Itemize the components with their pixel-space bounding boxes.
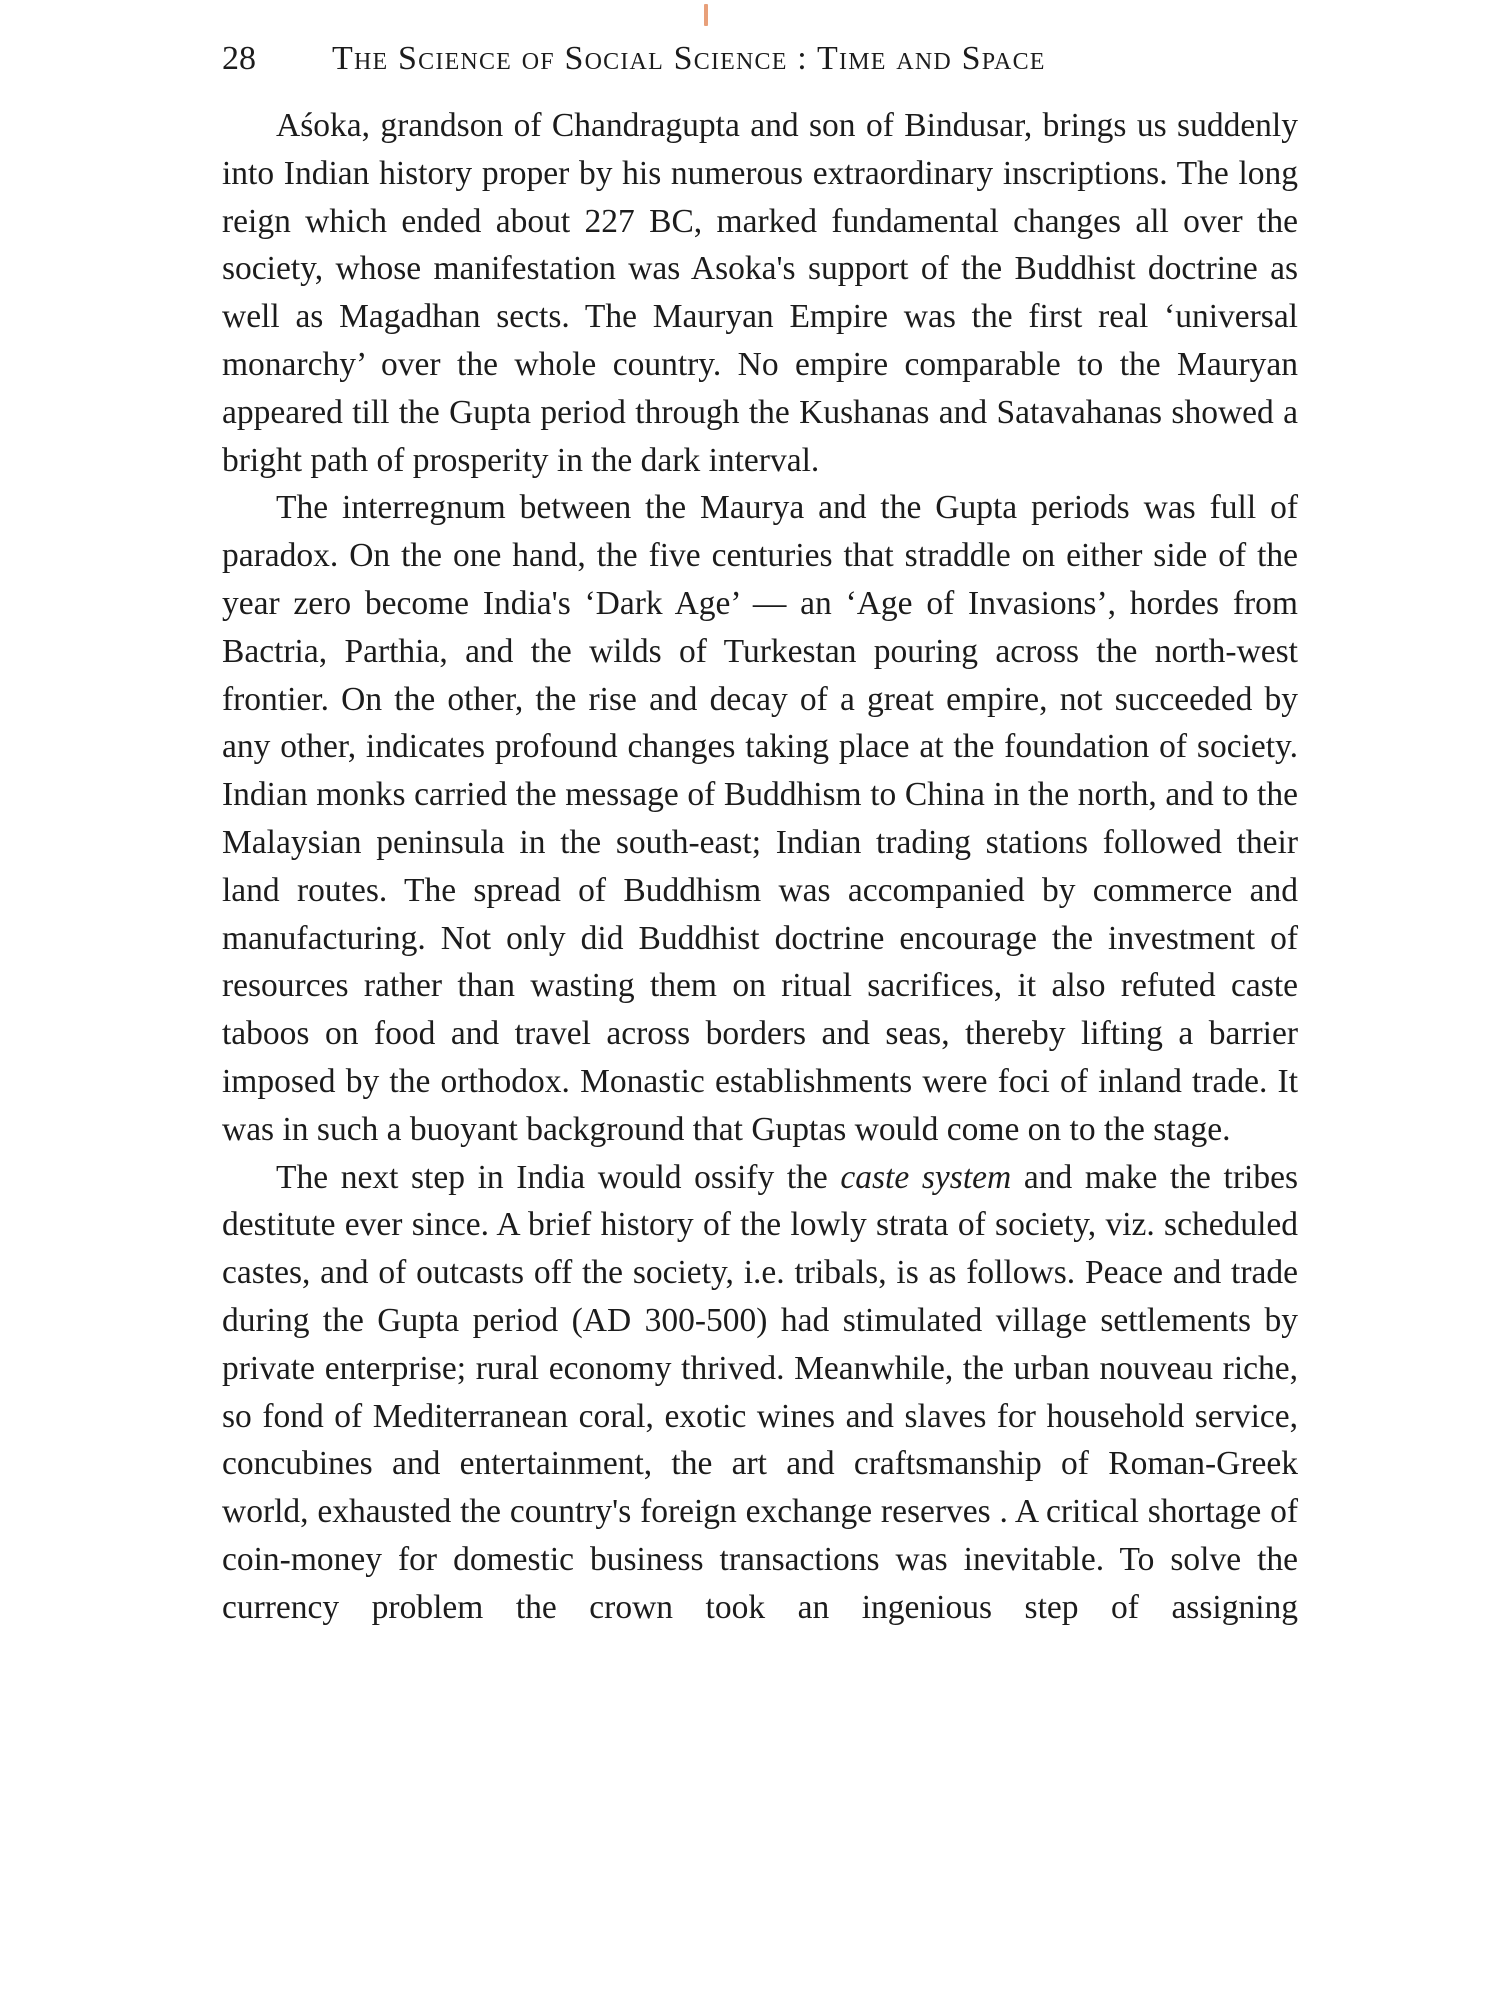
paragraph-1: Aśoka, grandson of Chandragupta and son of Bindusar, brings us suddenly into Indian history proper by his numerous extraordinary inscriptions. The long reign which ended about 227 BC, marked fundamental changes all over the society, whose manifestation was Asoka's support of the Buddhist doctrine as well as Magadhan sects. The Mauryan Empire was the first real ‘universal monarchy’ over the whole country. No empire comparable to the Mauryan appeared till the Gupta period through the Kushanas and Satavahanas showed a bright path of prosperity in the dark interval.	[222, 107, 1298, 479]
body-text	[222, 102, 1298, 1632]
paragraph-3-rest: and make the tribes destitute ever since. A brief history of the lowly strata of society, viz. scheduled castes, and of outcasts off the society, i.e. tribals, is as follows. Peace and trade during the Gupta period (AD 300-500) had stimulated village settlements by private enterprise; rural economy thrived. Meanwhile, the urban nouveau riche, so fond of Mediterranean coral, exotic wines and slaves for household service, concubines and entertainment, the art and craftsmanship of Roman-Greek world, exhausted the country's foreign exchange reserves . A critical shortage of coin-money for domestic business transactions was inevitable. To solve the currency problem the crown took an ingenious step of assigning	[222, 1158, 1298, 1626]
book-page	[222, 40, 1298, 1632]
margin-tick-mark	[704, 4, 708, 26]
page-number: 28	[222, 40, 256, 77]
running-title: The Science of Social Science : Time and Space	[332, 40, 1046, 77]
paragraph-3-lead: The next step in India would ossify the	[276, 1158, 841, 1196]
running-head	[222, 40, 1298, 92]
paragraph-2: The interregnum between the Maurya and the Gupta periods was full of paradox. On the one hand, the five centuries that straddle on either side of the year zero become India's ‘Dark Age’ — an ‘Age of Invasions’, hordes from Bactria, Parthia, and the wilds of Turkestan pouring across the north-west frontier. On the other, the rise and decay of a great empire, not succeeded by any other, indicates profound changes taking place at the foundation of society. Indian monks carried the message of Buddhism to China in the north, and to the Malaysian peninsula in the south-east; Indian trading stations followed their land routes. The spread of Buddhism was accompanied by commerce and manufacturing. Not only did Buddhist doctrine encourage the investment of resources rather than wasting them on ritual sacrifices, it also refuted caste taboos on food and travel across borders and seas, thereby lifting a barrier imposed by the orthodox. Monastic establishments were foci of inland trade. It was in such a buoyant background that Guptas would come on to the stage.	[222, 489, 1298, 1148]
paragraph-3	[222, 1154, 1298, 1632]
italic-term: caste system	[840, 1158, 1012, 1196]
